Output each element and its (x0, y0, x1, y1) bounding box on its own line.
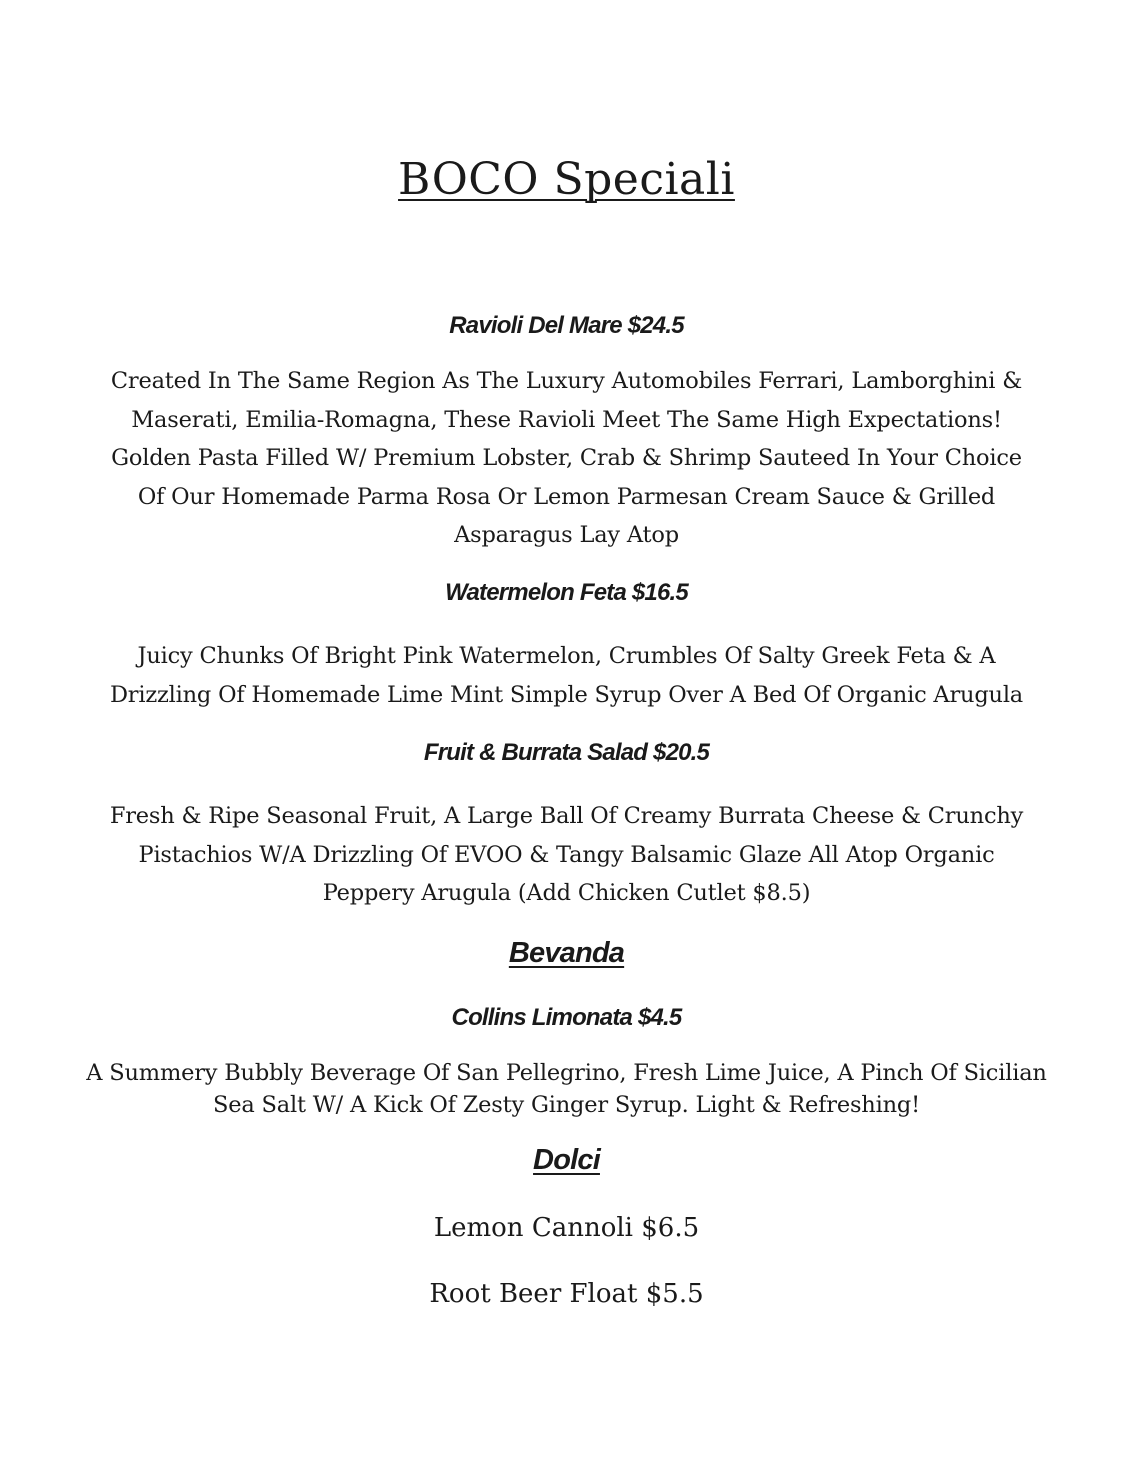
section-heading-dolci: Dolci (533, 1144, 600, 1176)
dessert-item: Lemon Cannoli $6.5 (433, 1213, 700, 1243)
special-watermelon-name: Watermelon Feta $16.5 (445, 579, 688, 606)
description-line: Golden Pasta Filled W/ Premium Lobster, Crab & Shrimp Sauteed In Your Choice (111, 445, 1022, 471)
description-line: Drizzling Of Homemade Lime Mint Simple Syrup Over A Bed Of Organic Arugula (109, 681, 1024, 708)
description-line: Pistachios W/A Drizzling Of EVOO & Tangy Balsamic Glaze All Atop Organic (138, 841, 995, 868)
description-line: Created In The Same Region As The Luxury Automobiles Ferrari, Lamborghini & (110, 368, 1023, 394)
description-line: A Summery Bubbly Beverage Of San Pellegrino, Fresh Lime Juice, A Pinch Of Sicilian (86, 1060, 1047, 1086)
special-burrata-description (0, 797, 1133, 913)
page-title: BOCO Speciali (398, 154, 735, 205)
special-watermelon-description (0, 637, 1133, 714)
description-line: Fresh & Ripe Seasonal Fruit, A Large Ball Of Creamy Burrata Cheese & Crunchy (109, 803, 1024, 829)
beverage-collins-description (0, 1057, 1133, 1121)
description-line: Peppery Arugula (Add Chicken Cutlet $8.5) (322, 880, 811, 906)
special-ravioli-description (0, 362, 1133, 555)
description-line: Of Our Homemade Parma Rosa Or Lemon Parmesan Cream Sauce & Grilled (137, 483, 996, 510)
special-burrata-name: Fruit & Burrata Salad $20.5 (423, 739, 710, 766)
description-line: Juicy Chunks Of Bright Pink Watermelon, Crumbles Of Salty Greek Feta & A (137, 643, 996, 669)
section-heading-bevanda: Bevanda (508, 937, 625, 969)
special-ravioli-name: Ravioli Del Mare $24.5 (449, 312, 684, 339)
dessert-item: Root Beer Float $5.5 (429, 1279, 704, 1309)
beverage-collins-name: Collins Limonata $4.5 (451, 1004, 682, 1031)
description-line: Maserati, Emilia-Romagna, These Ravioli Meet The Same High Expectations! (131, 406, 1002, 433)
description-line: Sea Salt W/ A Kick Of Zesty Ginger Syrup. Light & Refreshing! (213, 1092, 920, 1118)
description-line: Asparagus Lay Atop (454, 522, 679, 548)
